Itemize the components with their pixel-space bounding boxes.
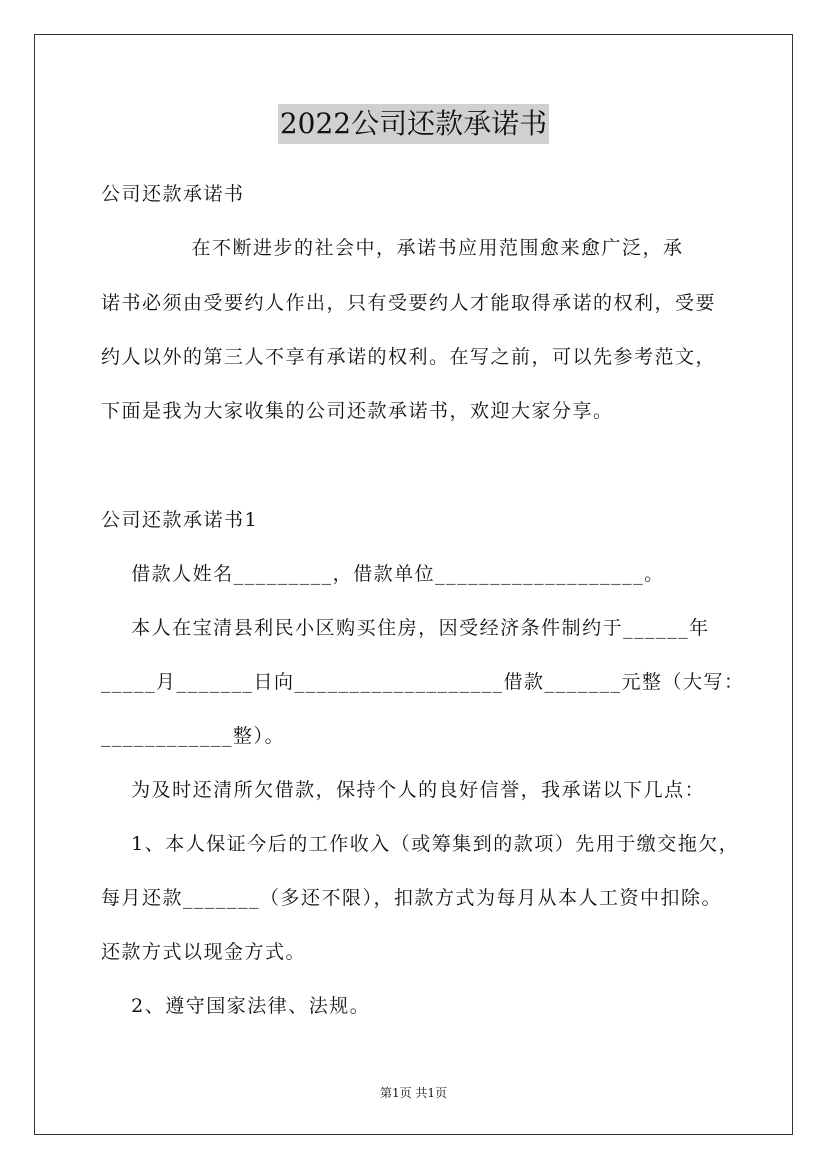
paragraph-line: 还款方式以现金方式。	[101, 941, 307, 963]
paragraph-line: 借款人姓名_________，借款单位___________________。	[101, 563, 665, 585]
paragraph-line: _____月_______日向___________________借款_______元整（大写：	[101, 671, 745, 693]
page-footer: 第1页 共1页	[379, 1086, 448, 1100]
paragraph-line: ____________整）。	[101, 725, 286, 747]
heading-line: 公司还款承诺书	[101, 183, 245, 205]
paragraph-line: 在不断进步的社会中，承诺书应用范围愈来愈广泛，承	[101, 237, 684, 259]
paragraph-line: 本人在宝清县利民小区购买住房，因受经济条件制约于______年	[101, 617, 710, 639]
paragraph-line: 每月还款_______（多还不限），扣款方式为每月从本人工资中扣除。	[101, 887, 723, 909]
section-heading: 公司还款承诺书1	[101, 509, 259, 531]
paragraph-line: 2、遵守国家法律、法规。	[101, 995, 371, 1017]
paragraph-line: 诺书必须由受要约人作出，只有受要约人才能取得承诺的权利，受要	[101, 292, 717, 314]
document-title: 2022公司还款承诺书	[278, 104, 549, 144]
paragraph-line: 1、本人保证今后的工作收入（或筹集到的款项）先用于缴交拖欠，	[101, 833, 740, 855]
paragraph-line: 约人以外的第三人不享有承诺的权利。在写之前，可以先参考范文，	[101, 346, 717, 368]
title-container	[0, 104, 827, 144]
paragraph-line: 下面是我为大家收集的公司还款承诺书，欢迎大家分享。	[101, 400, 614, 422]
paragraph-line: 为及时还清所欠借款，保持个人的良好信誉，我承诺以下几点：	[101, 779, 706, 801]
